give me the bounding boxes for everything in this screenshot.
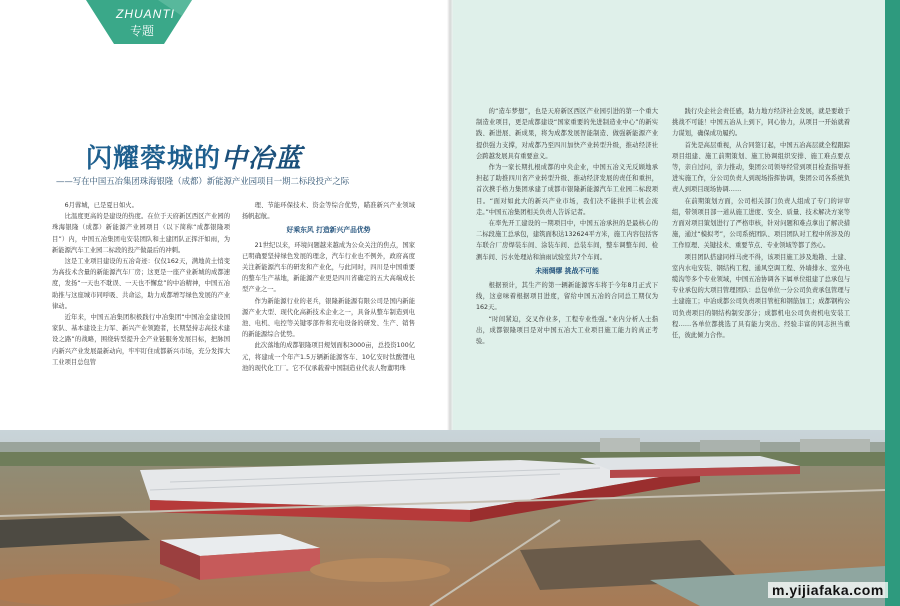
- paragraph: 项目团队搭建同样马虎不得，该项目施工涉及地勘、土建、室内水电安装、钢结构工程、通风空调工程、外墙排水、室外电缆沟等多个专业领域，中国五冶协调各下属单位组建了总承包与专业承包的大项目管理团队：总包单位一分公司负责承包管理与土建施工；中冶成都公司负责项目管桩和钢筋加工；成都钢构公司负责项目的钢结构制安部分；成都机电公司负责机电安装工程……各单位都挑选了具有能力突出、经验丰富的同志担当重任，彼此倾力合作。: [672, 253, 850, 340]
- aerial-photo-illustration: [0, 430, 885, 606]
- section-heading: 未雨绸缪 挑战不可能: [535, 266, 599, 275]
- paragraph: 6月蓉城，已是夏日如火。: [64, 202, 138, 209]
- aerial-factory-photo: [0, 430, 885, 606]
- title-main: 闪耀蓉城的: [86, 144, 222, 174]
- paragraph: 近年来，中国五冶集团积极践行中冶集团“中国冶金建设国家队、基本建设主力军、新兴产业领跑者，长期坚持志高技术建设之路”的战略，围绕转型提升全产业链服务发展目标，把脉国内新兴产业发展最新动向，牢牢盯住成都新兴市场，充分发挥大工业项目总包管: [52, 314, 230, 366]
- topic-tab: [86, 0, 192, 44]
- article-title: [86, 138, 416, 175]
- topic-label-cn: 专题: [130, 24, 155, 38]
- paragraph: 根据预计，其生产的第一辆新能源客车将于今年8月正式下线，这意味着根据项目进度，留给中国五冶的合同总工期仅为162天。: [476, 282, 658, 312]
- text-column-4: [672, 106, 850, 428]
- text-column-2: [242, 200, 415, 432]
- paragraph: 理、节能环保技术、资金等综合优势，瞄准新兴产业领域扬帆起航。: [242, 202, 415, 221]
- title-accent: 中冶蓝: [221, 144, 303, 174]
- paragraph: 此次落地的成都银隆项目规划面积3000亩，总投资100亿元，将建成一个年产1.5万辆新能源客车、10亿安时钛酸锂电池的现代化工厂。它不仅承载着中国制造业代表人物董明珠: [242, 342, 415, 372]
- paragraph: 首先是高层重视，从合同签订起，中国五冶高层就全程跟踪项目组建、施工前期策划、施工协调组织安排、施工难点要点等，亲自过问，亲力推动，集团公司领导经常到项目检查指导推进实施工作，分公司负责人到现场指挥协调，集团公司各系统负责人到项目现场协调……: [672, 141, 850, 194]
- paragraph: 践行央企社会责任感，助力地方经济社会发展，就是要敢于挑战不可能！中国五冶从上到下，同心协力，从项目一开始就着力谋划，确保成功履约。: [672, 108, 850, 138]
- paragraph: 的“造车梦想”，也是天府新区西区产业园引进的第一个重大制造业项目，更是成都建设“国家重要的先进制造业中心”的新实践、新进展、新成果，将为成都发展智能制造、做强新能源产业提供强力支撑，对成都乃至四川加快产业转型升级，推动经济社会跨越发展具有重要意义。: [476, 108, 658, 160]
- page-edge-tab: [885, 0, 900, 606]
- paragraph: 21世纪以来，环境问题越来越成为公众关注的焦点，国家已明确要坚持绿色发展的理念，汽车行业也不例外，政府高度关注新能源汽车的研发和产业化，与此同时，四川是中国重要的整车生产基地，新能源产业更是四川省确定的五大高端成长型产业之一。: [242, 241, 415, 294]
- article-subtitle: ——写在中国五冶集团珠海银隆（成都）新能源产业园项目一期二标段投产之际: [56, 176, 350, 186]
- paragraph: 比温度更高的是建设的热度。在位于天府新区西区产业园的珠海银隆（成都）新能源产业园项目（以下简称“成都银隆项目”）内，中国五冶集团电安装团队和土建团队正挥汗如雨，为新能源汽车工业园二标段的投产做最后的冲刺。: [52, 213, 230, 254]
- paragraph: 在率先开工建设的一期项目中，中国五冶承担的是最核心的二标段施工总承包，建筑面积达132624平方米，施工内容包括客车联合厂房焊装车间、涂装车间、总装车间，整车调整车间、检测车间、污水处理站和油雨试验室共7个车间。: [476, 220, 658, 261]
- paragraph: 作为一家长期扎根成都的中央企业，中国五冶义无反顾地承担起了助推四川省产业转型升级、推动经济发展的责任和重担，首次携手格力集团承建了成都市银隆新能源汽车工业园二标段项目。“面对如此大的新兴产业市场，我们决不能拱手让机会流走。”中国五冶集团相关负责人告诉记者。: [476, 164, 658, 216]
- text-column-1: [52, 200, 230, 432]
- paragraph: “时间紧迫，交叉作业多，工程专业性强。”业内分析人士指出，成都银隆项目是对中国五冶大工业项目施工能力的真正考验。: [476, 315, 658, 346]
- paragraph: 在前期策划方面，公司相关部门负责人组成了专门的评审组，带领项目部一道从施工进度、安全、质量、技术解决方案等方面对项目策划进行了严格审核，针对问题和难点拿出了解决措施，通过“模拟考”，公司系统团队、项目团队对工程中所涉及的工作原理、关键技术、重要节点、专业领域等都了然心。: [672, 197, 850, 250]
- text-column-3: [476, 106, 658, 428]
- paragraph: 作为新能源行业的老兵，银隆新能源有限公司是国内新能源产业大型、现代化高新技术企业之一，具备从整车制造到电池、电机、电控等关键零部件和充电设备的研发、生产、销售的新能源综合优势。: [242, 297, 415, 339]
- paragraph: 这是工业项目建设的五冶奇迹：仅仅162天，满地黄土悄变为高技术含量的新能源汽车厂房；这更是一座产业新城的成都速度，发扬“一天也不耽误、一天也不懈怠”的中冶精神，中国五冶助推与这座城市同呼吸、共命运，助力成都增写绿色发展的产业律动。: [52, 258, 230, 310]
- topic-label-en: ZHUANTI: [116, 7, 175, 21]
- section-heading: 好乘东风 打造新兴产品优势: [286, 226, 371, 235]
- site-watermark: m.yijiafaka.com: [768, 582, 888, 598]
